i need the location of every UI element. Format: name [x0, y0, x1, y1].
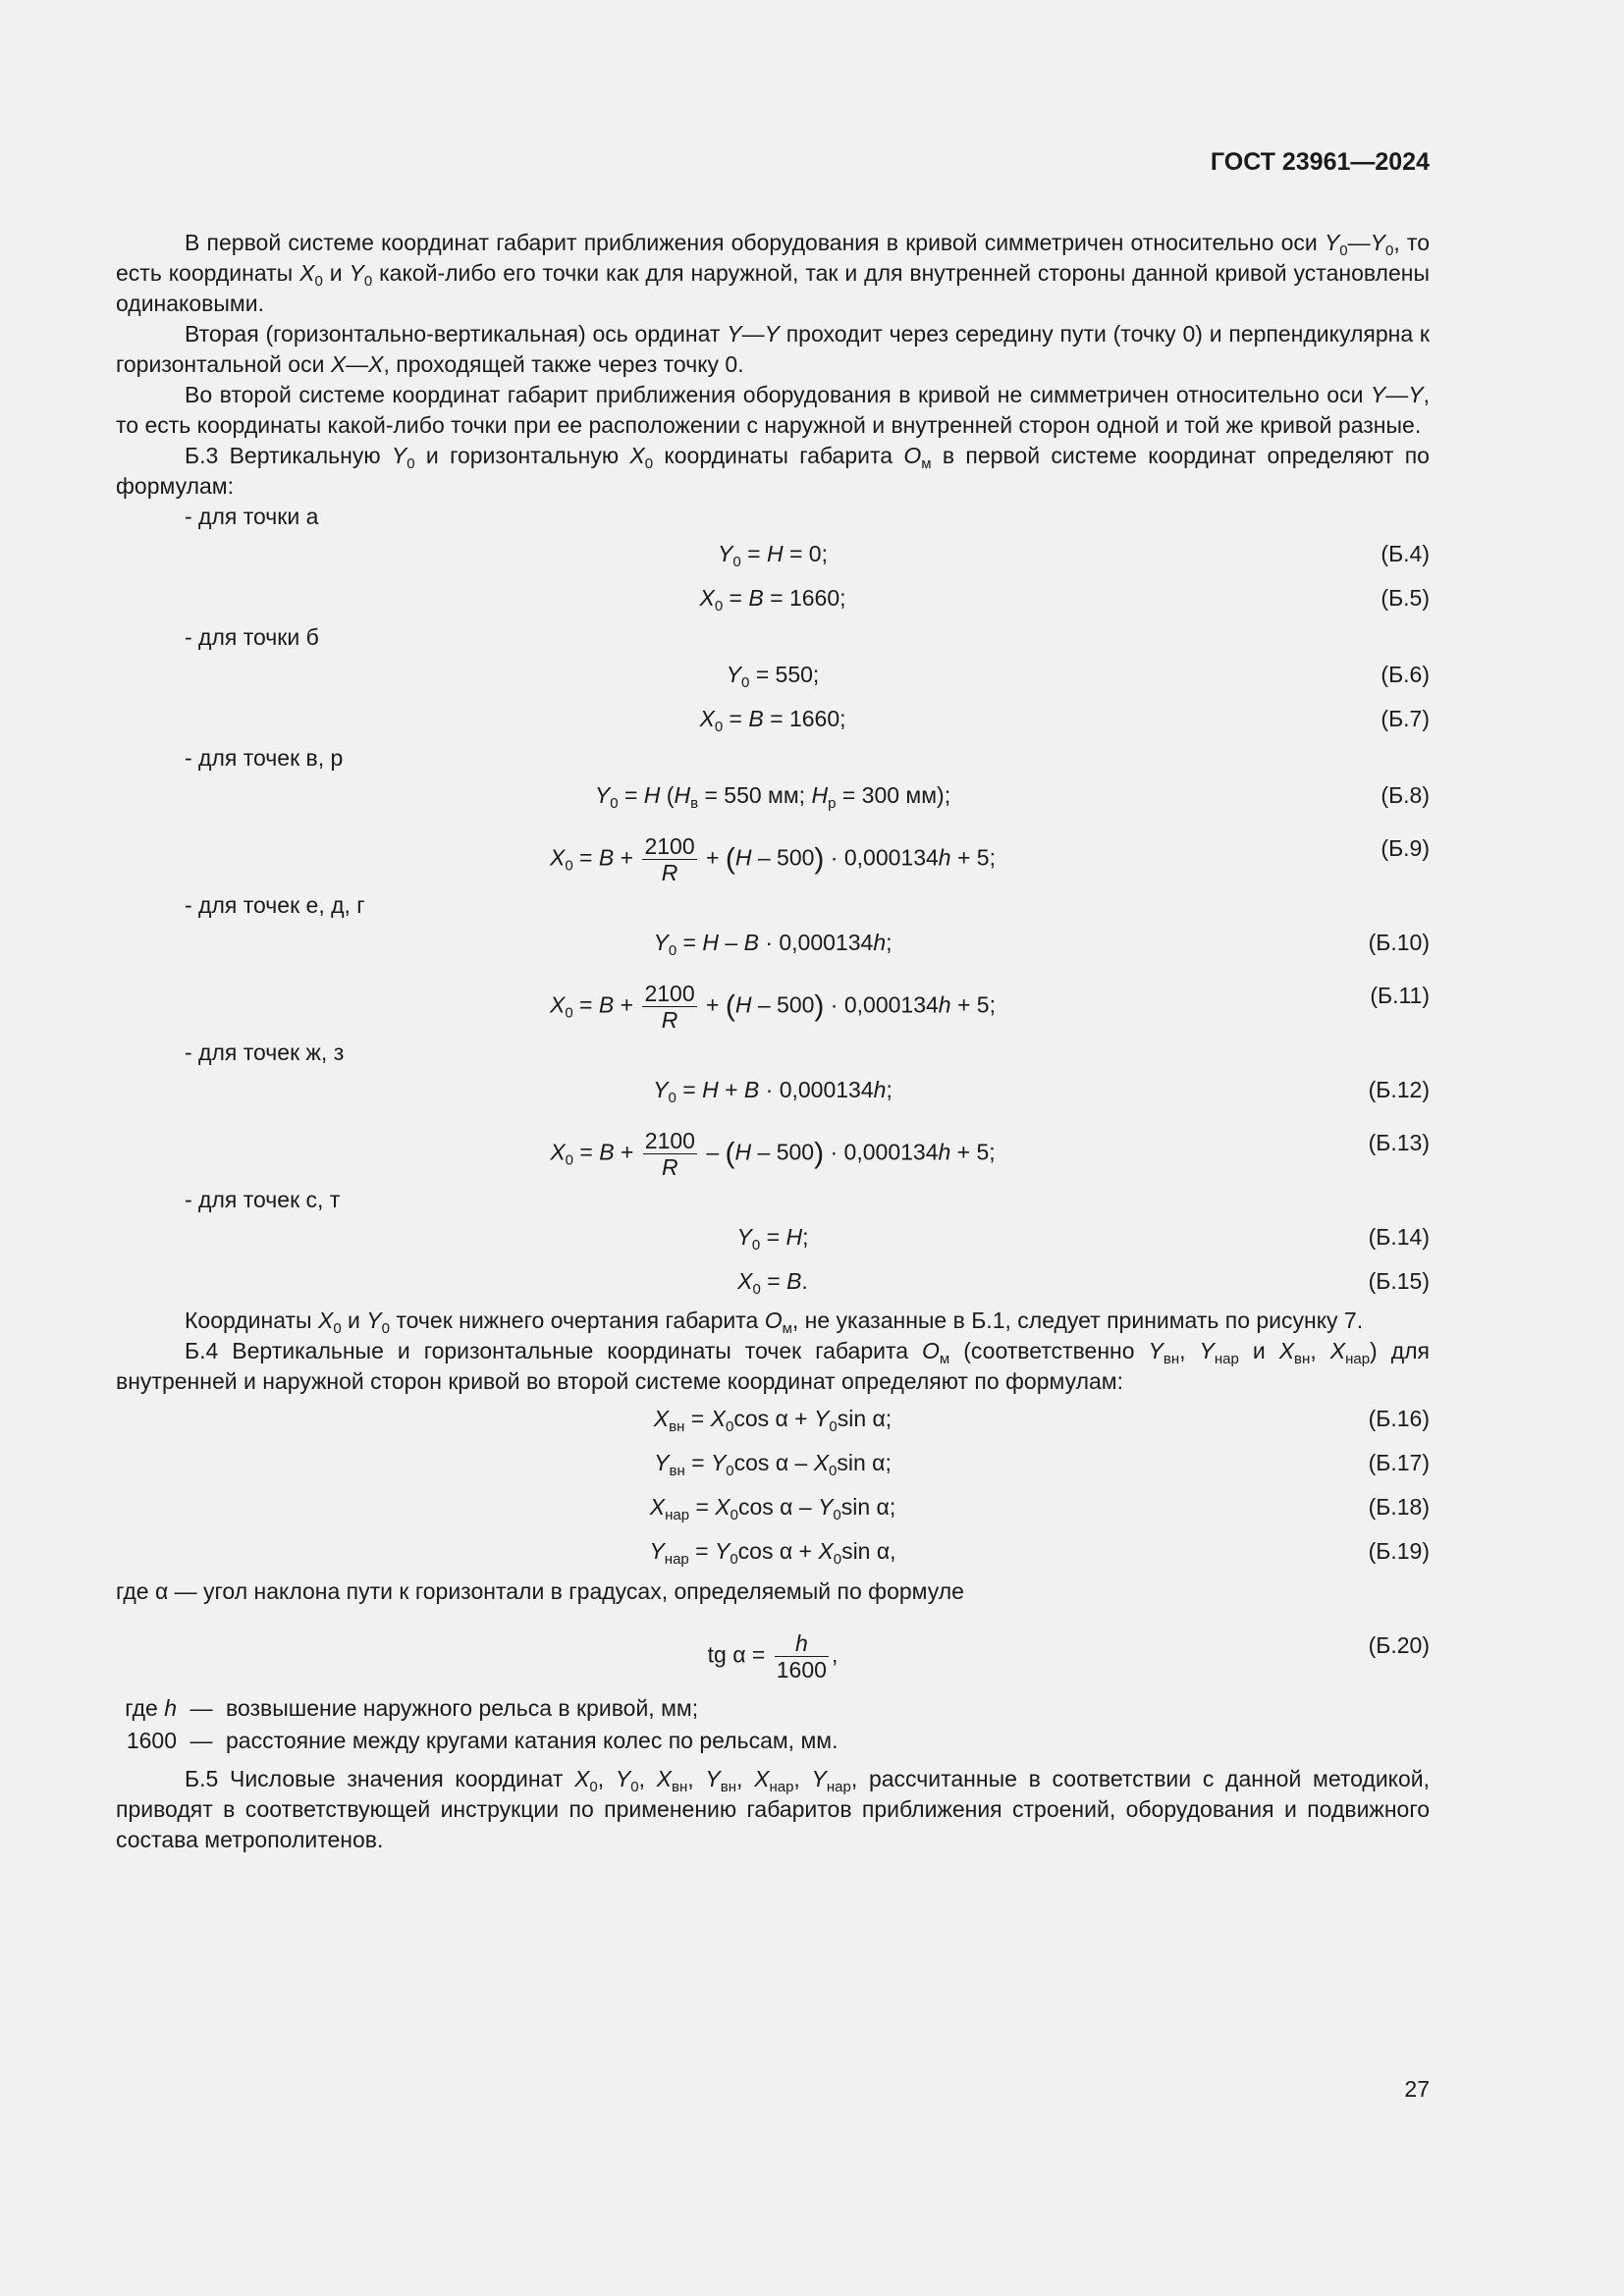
equation-number: (Б.8) — [1380, 782, 1430, 808]
list-item: - для точек в, р — [185, 745, 344, 771]
equation: tg α = $\frac{h}{1600}$ , (Б.20) — [707, 1630, 1430, 1682]
equation: $Y_0 = H - B \cdot 0,000134h$; (Б.10) — [653, 930, 1430, 959]
definition-term: 1600 — [126, 1728, 177, 1753]
page-number: 27 — [1404, 2076, 1430, 2102]
equation-number: (Б.15) — [1368, 1268, 1430, 1294]
definition-row — [122, 1693, 1430, 1726]
equation: $Y_{вн} = Y_0\cos$ α – $X_0\sin$ α; (Б.17) — [654, 1450, 1430, 1479]
equation: $X_0 = B = 1660$; (Б.5) — [699, 585, 1430, 614]
equation: $Y_0 = H + B \cdot 0,000134h$; (Б.12) — [653, 1077, 1430, 1106]
equation: $Y_0 = H$ ($H_в = 550$ мм; $H_р = 300$ мм); (Б.8) — [594, 782, 1430, 812]
paragraph: Координаты $X_0$ и $Y_0$ точек нижнего очертания габарита $O_м$, не указанные в Б.1, следует принимать по рисунку 7. — [185, 1308, 1364, 1337]
definitions-list — [122, 1693, 1430, 1758]
definition-text: возвышение наружного рельса в кривой, мм; — [226, 1695, 699, 1721]
list-item: - для точек ж, з — [185, 1040, 345, 1065]
definition-separator: — — [189, 1728, 213, 1753]
equation: $X_0 = B$ + $\frac{2100}{R}$ + (H – 500) · 0,000134h + 5; (Б.11) — [549, 981, 1430, 1033]
paragraph: Б.4 Вертикальные и горизонтальные координаты точек габарита $O_м$ (соответственно $Y_{вн}$, $Y_{нар}$ и $X_{вн}$, $X_{нар}$) для внутренней и наружной сторон кривой во второй системе координат определяют по формулам: — [116, 1338, 1430, 1394]
list-item: - для точек е, д, г — [185, 892, 365, 918]
equation-number: (Б.17) — [1368, 1450, 1430, 1475]
list-item: - для точек с, т — [185, 1187, 341, 1212]
list-item: - для точки а — [185, 504, 319, 529]
equation-number: (Б.12) — [1368, 1077, 1430, 1102]
equation: $X_{нар} = X_0\cos$ α – $Y_0\sin$ α; (Б.18) — [649, 1494, 1430, 1523]
paragraph: Вторая (горизонтально-вертикальная) ось ординат Y—Y проходит через середину пути (точку 0) и перпендикулярна к горизонтальной оси X—X, проходящей также через точку 0. — [116, 321, 1430, 377]
equation-number: (Б.19) — [1368, 1538, 1430, 1564]
equation-number: (Б.10) — [1368, 930, 1430, 955]
definition-text: расстояние между кругами катания колес по рельсам, мм. — [226, 1728, 839, 1753]
equation-number: (Б.7) — [1380, 706, 1430, 731]
equation: $X_0 = B$ + $\frac{2100}{R}$ – (H – 500) · 0,000134h + 5; (Б.13) — [550, 1128, 1430, 1180]
paragraph: Б.5 Числовые значения координат $X_0$, $Y_0$, $X_{вн}$, $Y_{вн}$, $X_{нар}$, $Y_{нар}$, рассчитанные в соответствии с данной методикой, приводят в соответствующей инструкции по применению габаритов приближения строений, оборудования и подвижного состава метрополитенов. — [116, 1766, 1431, 1852]
definition-row — [122, 1726, 1430, 1758]
definition-term: где h — [125, 1695, 177, 1721]
equation: $Y_0 = 550$; (Б.6) — [726, 662, 1430, 691]
list-item: - для точки б — [185, 624, 319, 650]
paragraph: где α — угол наклона пути к горизонтали в градусах, определяемый по формуле — [116, 1578, 964, 1604]
equation: $X_0 = B = 1660$; (Б.7) — [699, 706, 1430, 735]
equation: $X_{вн} = X_0\cos$ $\alpha + Y_0\sin$ α; (Б.16) — [653, 1406, 1430, 1435]
equation: $Y_{нар} = Y_0\cos$ $\alpha + X_0\sin$ α, (Б.19) — [649, 1538, 1430, 1568]
equation: $Y_0 = H = 0$; (Б.4) — [718, 541, 1430, 570]
equation-number: (Б.11) — [1370, 983, 1430, 1008]
document-body — [116, 228, 1430, 1855]
equation-number: (Б.9) — [1380, 835, 1430, 861]
equation: $X_0 = B$ + $\frac{2100}{R}$ + (H – 500) · 0,000134h + 5; (Б.9) — [549, 833, 1430, 885]
paragraph: В первой системе координат габарит приближения оборудования в кривой симметричен относительно оси $Y_0—Y_0$, то есть координаты $X_0$ и $Y_0$ какой-либо его точки как для наружной, так и для внутренней стороны данной кривой установлены одинаковыми. — [116, 230, 1430, 316]
equation-number: (Б.6) — [1380, 662, 1430, 687]
paragraph: Б.3 Вертикальную $Y_0$ и горизонтальную $X_0$ координаты габарита $O_м$ в первой системе координат определяют по формулам: — [116, 443, 1430, 499]
definition-separator: — — [189, 1695, 213, 1721]
equation-number: (Б.5) — [1380, 585, 1430, 611]
equation: $X_0 = B$. (Б.15) — [737, 1268, 1430, 1298]
equation-number: (Б.14) — [1368, 1224, 1430, 1250]
document-code: ГОСТ 23961—2024 — [1210, 148, 1430, 176]
equation: $Y_0 = H$; (Б.14) — [736, 1224, 1430, 1254]
equation-number: (Б.13) — [1368, 1130, 1430, 1155]
equation-number: (Б.4) — [1380, 541, 1430, 566]
paragraph: Во второй системе координат габарит приближения оборудования в кривой не симметричен относительно оси Y—Y, то есть координаты какой-либо точки при ее расположении с наружной и внутренней сторон одной и той же кривой разные. — [116, 382, 1430, 438]
equation-number: (Б.16) — [1368, 1406, 1430, 1431]
equation-number: (Б.18) — [1368, 1494, 1430, 1520]
equation-number: (Б.20) — [1368, 1632, 1430, 1658]
